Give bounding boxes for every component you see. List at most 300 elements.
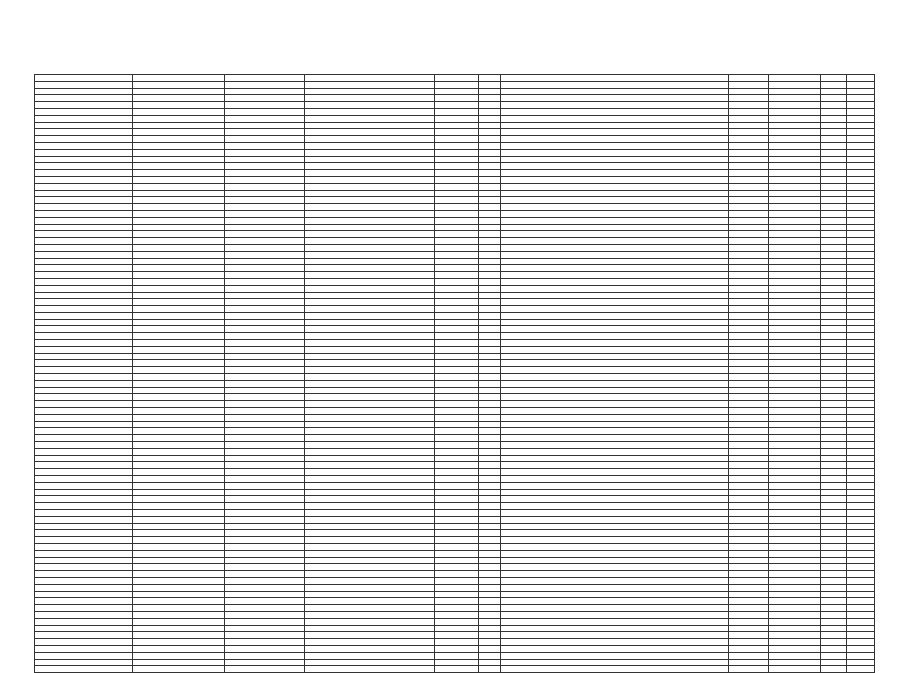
table-cell [479,482,501,489]
table-cell [305,645,435,652]
table-cell [225,543,305,550]
table-cell [225,591,305,598]
table-cell [305,496,435,503]
table-cell [305,421,435,428]
table-cell [729,278,769,285]
table-cell [501,292,729,299]
table-cell [435,537,479,544]
table-cell [35,353,133,360]
table-cell [847,156,875,163]
table-cell [133,319,225,326]
table-cell [435,598,479,605]
table-cell [501,142,729,149]
table-cell [479,346,501,353]
table-cell [435,129,479,136]
table-cell [847,448,875,455]
table-cell [435,326,479,333]
table-cell [847,115,875,122]
table-cell [479,115,501,122]
table-cell [479,258,501,265]
table-cell [501,272,729,279]
table-cell [435,455,479,462]
table-cell [769,414,821,421]
table-cell [479,462,501,469]
table-cell [479,251,501,258]
table-cell [821,645,847,652]
table-cell [769,387,821,394]
table-cell [729,394,769,401]
table-cell [435,122,479,129]
table-cell [501,244,729,251]
table-cell [847,210,875,217]
table-cell [479,387,501,394]
table-cell [305,224,435,231]
table-cell [305,489,435,496]
table-cell [479,88,501,95]
table-cell [225,319,305,326]
table-cell [435,489,479,496]
table-cell [305,401,435,408]
table-cell [225,625,305,632]
table-cell [729,380,769,387]
table-cell [225,516,305,523]
table-cell [225,346,305,353]
table-cell [35,210,133,217]
table-cell [847,414,875,421]
table-cell [769,183,821,190]
table-cell [501,81,729,88]
table-cell [435,380,479,387]
table-cell [305,476,435,483]
table-cell [305,197,435,204]
table-cell [133,489,225,496]
table-cell [821,217,847,224]
table-cell [225,489,305,496]
table-cell [305,102,435,109]
table-cell [133,272,225,279]
table-cell [769,523,821,530]
table-cell [729,360,769,367]
table-cell [225,523,305,530]
table-cell [35,659,133,666]
table-cell [479,584,501,591]
table-cell [821,625,847,632]
table-cell [847,292,875,299]
table-cell [225,408,305,415]
table-cell [729,115,769,122]
table-cell [847,81,875,88]
table-cell [501,618,729,625]
table-cell [501,360,729,367]
table-cell [133,231,225,238]
table-row [35,557,875,564]
table-cell [501,448,729,455]
table-cell [501,496,729,503]
table-cell [501,88,729,95]
table-cell [769,258,821,265]
table-row [35,448,875,455]
table-cell [35,176,133,183]
table-cell [821,210,847,217]
table-cell [847,231,875,238]
table-cell [821,367,847,374]
table-cell [133,611,225,618]
table-cell [225,102,305,109]
table-cell [501,231,729,238]
table-cell [729,210,769,217]
table-cell [133,333,225,340]
table-cell [435,340,479,347]
table-cell [501,666,729,673]
table-cell [35,170,133,177]
table-row [35,231,875,238]
table-cell [729,190,769,197]
table-cell [479,265,501,272]
table-cell [847,435,875,442]
table-cell [305,632,435,639]
table-cell [133,238,225,245]
table-cell [729,176,769,183]
table-cell [821,652,847,659]
table-cell [225,374,305,381]
table-cell [479,611,501,618]
table-cell [847,387,875,394]
table-cell [729,299,769,306]
table-cell [729,183,769,190]
table-cell [35,611,133,618]
table-row [35,387,875,394]
table-cell [821,618,847,625]
table-cell [479,476,501,483]
table-cell [435,333,479,340]
table-row [35,408,875,415]
table-cell [435,448,479,455]
table-cell [305,319,435,326]
table-cell [847,618,875,625]
table-cell [225,258,305,265]
table-cell [35,326,133,333]
table-cell [133,265,225,272]
table-cell [729,577,769,584]
table-cell [35,163,133,170]
table-cell [435,666,479,673]
table-cell [479,204,501,211]
table-cell [305,353,435,360]
table-cell [133,346,225,353]
table-cell [133,550,225,557]
table-cell [821,462,847,469]
table-row [35,645,875,652]
table-cell [225,122,305,129]
table-cell [305,550,435,557]
table-cell [847,455,875,462]
table-cell [501,258,729,265]
table-cell [35,367,133,374]
table-cell [435,652,479,659]
table-cell [479,142,501,149]
table-cell [847,442,875,449]
table-cell [729,618,769,625]
table-cell [133,510,225,517]
table-cell [729,571,769,578]
table-row [35,414,875,421]
table-cell [729,584,769,591]
table-cell [501,312,729,319]
table-cell [305,387,435,394]
table-cell [225,81,305,88]
table-cell [729,272,769,279]
table-cell [729,95,769,102]
table-cell [729,346,769,353]
table-cell [435,176,479,183]
table-cell [479,380,501,387]
table-cell [847,299,875,306]
table-cell [501,442,729,449]
table-cell [769,108,821,115]
table-cell [133,557,225,564]
table-cell [305,442,435,449]
table-cell [133,122,225,129]
table-cell [479,197,501,204]
table-cell [821,611,847,618]
table-cell [479,516,501,523]
table-cell [435,353,479,360]
table-row [35,251,875,258]
table-cell [225,183,305,190]
table-cell [821,197,847,204]
table-cell [133,469,225,476]
table-row [35,516,875,523]
table-cell [729,340,769,347]
table-cell [847,217,875,224]
table-cell [821,476,847,483]
table-cell [501,285,729,292]
table-cell [821,306,847,313]
table-cell [35,272,133,279]
table-cell [821,312,847,319]
table-cell [821,605,847,612]
table-row [35,435,875,442]
table-cell [729,333,769,340]
table-cell [35,122,133,129]
table-row [35,217,875,224]
table-cell [305,285,435,292]
table-cell [435,550,479,557]
table-cell [821,380,847,387]
table-cell [729,265,769,272]
table-row [35,129,875,136]
table-cell [305,435,435,442]
table-cell [501,543,729,550]
table-cell [847,326,875,333]
table-cell [821,387,847,394]
table-cell [729,537,769,544]
table-cell [821,108,847,115]
table-cell [35,564,133,571]
table-cell [305,312,435,319]
table-cell [35,557,133,564]
table-cell [305,238,435,245]
table-cell [821,598,847,605]
table-cell [35,380,133,387]
table-cell [479,543,501,550]
table-cell [821,244,847,251]
table-cell [133,197,225,204]
table-cell [729,401,769,408]
table-row [35,401,875,408]
table-row [35,272,875,279]
table-cell [769,326,821,333]
table-cell [225,142,305,149]
table-cell [35,102,133,109]
table-cell [821,75,847,82]
table-cell [133,605,225,612]
table-cell [305,95,435,102]
table-cell [35,183,133,190]
table-cell [35,115,133,122]
table-cell [847,632,875,639]
table-cell [729,530,769,537]
table-cell [305,605,435,612]
table-cell [133,360,225,367]
table-cell [35,462,133,469]
table-cell [847,149,875,156]
table-row [35,462,875,469]
table-cell [729,122,769,129]
table-cell [133,530,225,537]
table-cell [133,421,225,428]
table-cell [35,618,133,625]
table-cell [821,523,847,530]
table-cell [35,598,133,605]
table-cell [133,204,225,211]
table-cell [435,81,479,88]
table-cell [435,408,479,415]
table-cell [821,88,847,95]
table-row [35,258,875,265]
table-cell [769,231,821,238]
table-cell [821,95,847,102]
table-cell [847,374,875,381]
table-cell [225,353,305,360]
table-cell [133,108,225,115]
table-cell [435,346,479,353]
table-cell [729,659,769,666]
table-cell [133,462,225,469]
table-row [35,95,875,102]
table-cell [35,455,133,462]
table-cell [479,278,501,285]
table-cell [729,482,769,489]
table-cell [435,516,479,523]
table-cell [501,510,729,517]
table-cell [479,625,501,632]
table-cell [769,190,821,197]
table-cell [847,605,875,612]
table-cell [821,326,847,333]
table-cell [769,618,821,625]
table-cell [769,122,821,129]
table-cell [225,564,305,571]
table-cell [305,448,435,455]
table-cell [847,564,875,571]
table-cell [729,102,769,109]
table-cell [729,510,769,517]
table-cell [729,550,769,557]
table-cell [133,577,225,584]
table-cell [133,115,225,122]
table-cell [821,666,847,673]
table-cell [435,108,479,115]
table-cell [821,543,847,550]
table-row [35,380,875,387]
table-cell [35,204,133,211]
table-cell [821,204,847,211]
table-cell [133,571,225,578]
table-cell [729,632,769,639]
table-cell [35,333,133,340]
table-cell [847,333,875,340]
table-cell [225,292,305,299]
table-row [35,108,875,115]
table-cell [133,102,225,109]
table-cell [225,550,305,557]
table-cell [305,598,435,605]
table-cell [847,190,875,197]
table-cell [501,421,729,428]
table-cell [479,176,501,183]
table-cell [847,258,875,265]
table-cell [501,537,729,544]
table-cell [479,496,501,503]
table-cell [769,265,821,272]
table-cell [479,244,501,251]
table-cell [729,244,769,251]
table-cell [729,462,769,469]
table-cell [435,618,479,625]
table-cell [729,312,769,319]
table-cell [133,326,225,333]
table-cell [769,611,821,618]
table-row [35,625,875,632]
table-cell [821,251,847,258]
table-cell [769,75,821,82]
table-cell [133,217,225,224]
table-cell [35,81,133,88]
table-cell [225,469,305,476]
table-cell [305,666,435,673]
table-cell [769,367,821,374]
table-cell [479,442,501,449]
table-cell [133,353,225,360]
table-cell [847,122,875,129]
table-cell [847,598,875,605]
table-cell [225,170,305,177]
table-cell [769,530,821,537]
table-cell [769,170,821,177]
table-row [35,455,875,462]
table-cell [479,149,501,156]
table-cell [729,625,769,632]
table-cell [501,645,729,652]
table-cell [847,523,875,530]
table-cell [479,353,501,360]
table-cell [479,564,501,571]
table-cell [821,353,847,360]
table-cell [501,428,729,435]
table-row [35,503,875,510]
table-cell [729,251,769,258]
